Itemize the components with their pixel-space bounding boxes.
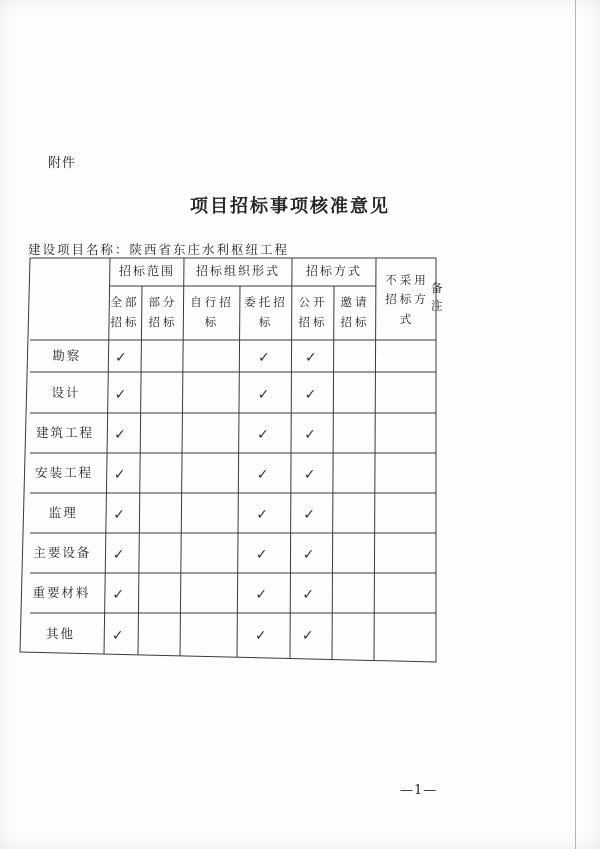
check-public-tender: ✓ (303, 507, 315, 523)
project-name-line: 建设项目名称：陕西省东庄水利枢纽工程 (28, 242, 290, 257)
check-entrust: ✓ (256, 467, 269, 483)
check-full-tender: ✓ (113, 467, 126, 483)
check-entrust: ✓ (254, 628, 267, 644)
row-label: 其他 (46, 626, 76, 641)
check-full-tender: ✓ (111, 628, 124, 644)
header-method-invite: 邀请招标 (340, 295, 370, 329)
row-label: 建筑工程 (36, 425, 95, 440)
header-org: 招标组织形式 (195, 264, 280, 279)
check-entrust: ✓ (256, 507, 268, 523)
check-public-tender: ✓ (304, 427, 316, 443)
check-entrust: ✓ (257, 386, 270, 403)
check-entrust: ✓ (255, 587, 268, 603)
check-full-tender: ✓ (115, 350, 127, 366)
check-entrust: ✓ (255, 547, 268, 563)
check-entrust: ✓ (257, 427, 269, 443)
check-full-tender: ✓ (112, 547, 125, 563)
header-org-entrust: 委托招标 (244, 295, 288, 329)
check-entrust: ✓ (258, 350, 270, 366)
header-no-tender: 不采用招标方式 (385, 272, 429, 326)
row-label: 勘察 (52, 348, 82, 363)
header-method-public: 公开招标 (298, 295, 328, 329)
header-scope-partial: 部分招标 (148, 295, 178, 329)
row-label: 设计 (51, 384, 81, 400)
page-number: —1— (400, 783, 438, 798)
check-public-tender: ✓ (302, 547, 315, 563)
row-label: 监理 (48, 505, 78, 520)
check-public-tender: ✓ (302, 587, 315, 603)
check-public-tender: ✓ (301, 628, 314, 644)
row-label: 重要材料 (32, 585, 91, 600)
header-scope-full: 全部招标 (110, 295, 140, 329)
check-full-tender: ✓ (114, 386, 127, 403)
check-full-tender: ✓ (114, 427, 126, 443)
check-public-tender: ✓ (305, 350, 317, 366)
check-public-tender: ✓ (303, 467, 316, 483)
attachment-label: 附件 (48, 156, 77, 171)
check-public-tender: ✓ (304, 386, 317, 403)
row-label: 安装工程 (35, 465, 94, 480)
document-title: 项目招标事项核准意见 (190, 196, 390, 217)
row-label: 主要设备 (33, 545, 92, 560)
header-method: 招标方式 (305, 264, 362, 279)
document-page: 附件 项目招标事项核准意见 建设项目名称：陕西省东庄水利枢纽工程 招标范围 招标组织形式 招标方式 全部招标 部分招标 自行招标 委托招标 公开招标 邀请招标 不采用招标方式 —1— 备注 勘察 ✓ ✓ ✓ 设计 ✓ ✓ ✓ 建筑工程 ✓ ✓ ✓ 安装工程 ✓ ✓ ✓ 监理 ✓ ✓ ✓ 主要设备 ✓ ✓ ✓ 重要材料 ✓ ✓ ✓ 其他 ✓ ✓ ✓ (0, 0, 600, 849)
check-full-tender: ✓ (112, 587, 125, 603)
header-scope: 招标范围 (118, 264, 175, 279)
header-org-self: 自行招标 (190, 295, 234, 329)
check-full-tender: ✓ (113, 507, 125, 523)
